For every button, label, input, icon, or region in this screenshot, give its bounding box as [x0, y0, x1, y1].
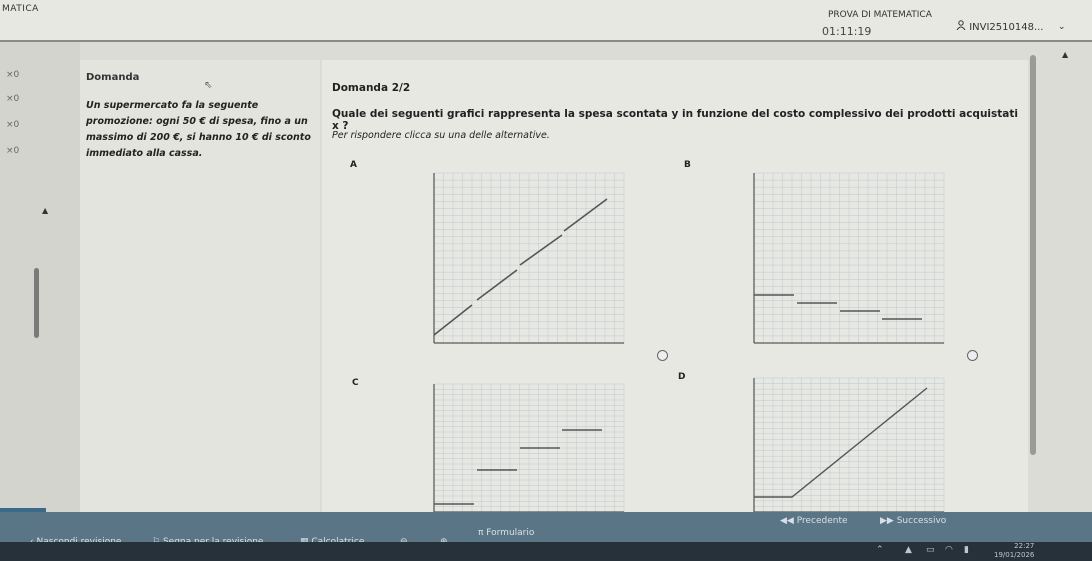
answer-panel [322, 60, 1028, 512]
app-title: MATICA [2, 4, 39, 14]
answer-instruction: Per rispondere clicca su una delle alternative. [332, 130, 550, 141]
answer-heading: Domanda 2/2 [332, 82, 411, 94]
tray-icon[interactable]: ▲ [905, 545, 912, 555]
timer: 01:11:19 [822, 25, 872, 38]
user-info[interactable] [956, 20, 1043, 33]
question-text: Un supermercato fa la seguente promozione: ogni 50 € di spesa, fino a un massimo di 200 €, si hanno 10 € di sconto immediato alla cassa. [86, 100, 311, 159]
option-b-letter: B [684, 160, 691, 170]
option-d-letter: D [678, 372, 686, 382]
wifi-icon[interactable]: ◠ [945, 545, 953, 555]
question-mark[interactable]: ×0 [6, 70, 20, 80]
rewind-icon: ◀◀ [780, 516, 797, 526]
pi-icon: π [478, 528, 487, 538]
clock[interactable]: 22:27 19/01/2026 [994, 542, 1035, 559]
scrollbar[interactable] [34, 268, 39, 338]
graph-line [520, 235, 562, 265]
chevron-down-icon[interactable]: ⌄ [1058, 22, 1066, 32]
question-mark[interactable]: ×0 [6, 120, 20, 130]
option-c-letter: C [352, 378, 359, 388]
top-bar [0, 0, 1092, 42]
option-c-graph[interactable] [422, 378, 632, 512]
scrollbar[interactable] [1030, 55, 1036, 455]
option-a-letter: A [350, 160, 357, 170]
previous-button[interactable]: ◀◀ Precedente [780, 516, 848, 526]
forward-icon: ▶▶ [880, 516, 897, 526]
user-id: INVI2510148... [969, 22, 1044, 33]
graph-line [564, 199, 607, 231]
display-icon[interactable]: ▭ [926, 545, 935, 555]
option-d-graph[interactable] [742, 372, 952, 512]
question-panel [80, 60, 320, 512]
next-button[interactable]: ▶▶ Successivo [880, 516, 947, 526]
battery-icon[interactable]: ▮ [964, 545, 969, 555]
question-mark[interactable]: ×0 [6, 146, 20, 156]
user-icon [956, 20, 966, 30]
option-a-graph[interactable] [422, 165, 632, 355]
question-heading: Domanda [86, 72, 140, 83]
cursor-icon: ⇖ [204, 80, 213, 91]
option-a-radio[interactable] [657, 350, 668, 361]
chevron-up-icon[interactable]: ▲ [42, 206, 49, 215]
tray-up-icon[interactable]: ⌃ [876, 545, 884, 555]
answer-question: Quale dei seguenti grafici rappresenta la spesa scontata y in funzione del costo complessivo dei prodotti acquistati x ? [332, 108, 1018, 132]
option-b-graph[interactable] [742, 165, 952, 355]
graph-line [477, 270, 517, 300]
graph-line [754, 388, 927, 497]
bottom-toolbar [0, 512, 1092, 542]
question-mark[interactable]: ×0 [6, 94, 20, 104]
formulas-button[interactable]: π Formulario [478, 528, 535, 538]
exam-title: PROVA DI MATEMATICA [828, 10, 932, 20]
os-taskbar [0, 542, 1092, 561]
chevron-up-icon[interactable]: ▲ [1062, 50, 1069, 59]
question-list-sidebar [0, 42, 80, 512]
option-b-radio[interactable] [967, 350, 978, 361]
